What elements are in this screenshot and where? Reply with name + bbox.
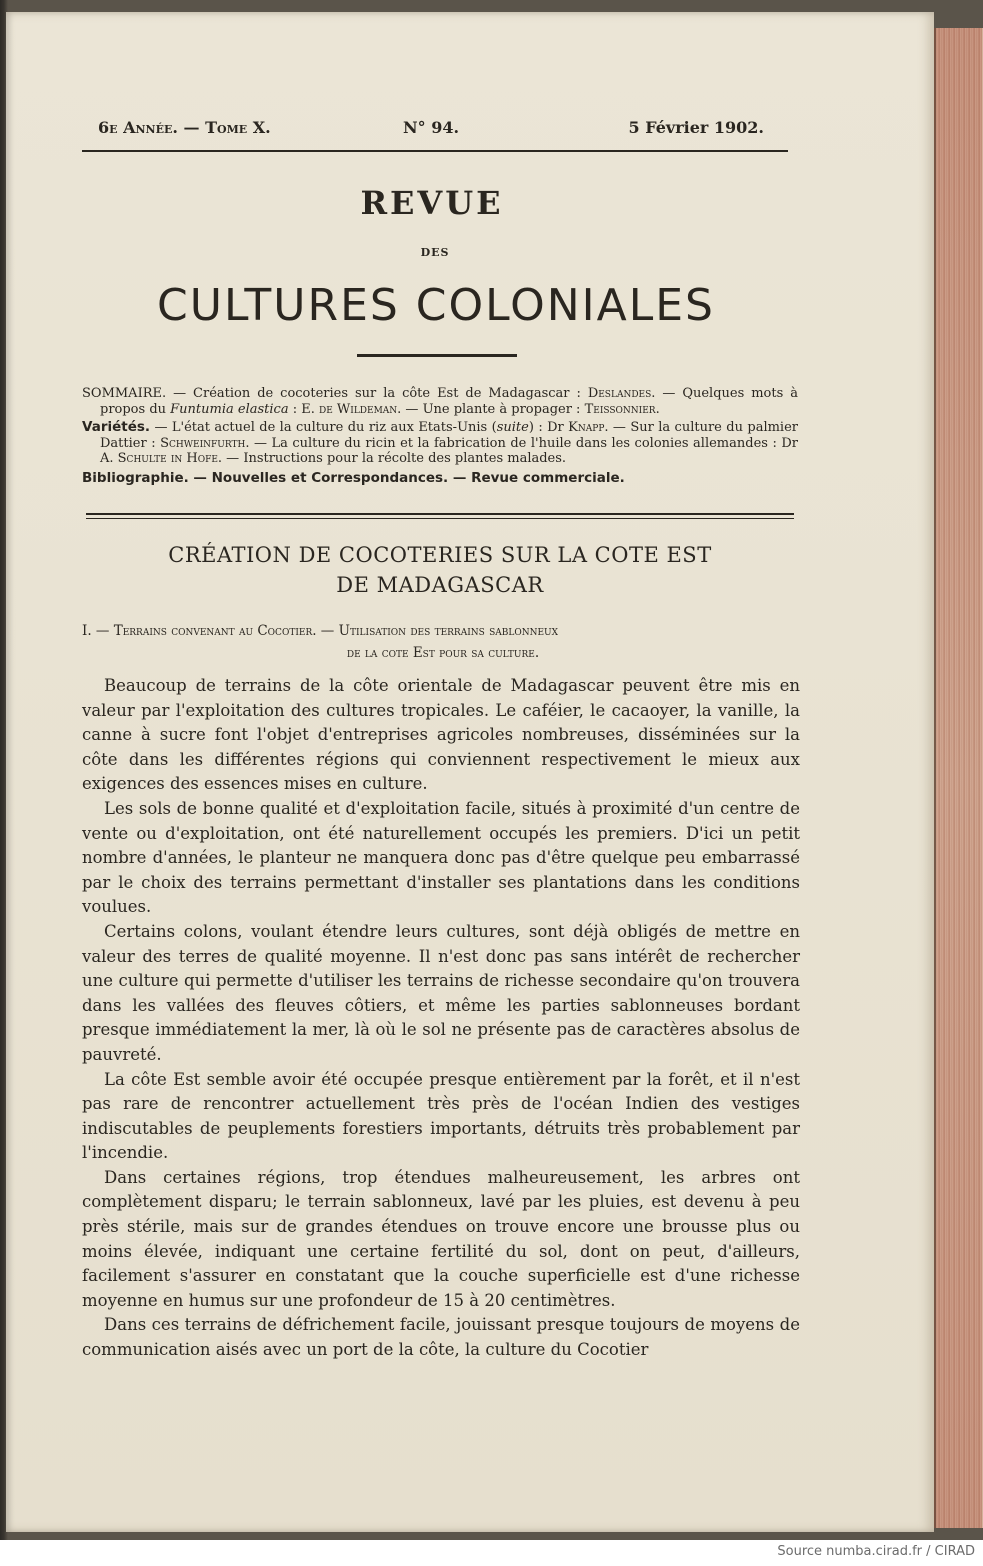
table-of-contents: [82, 386, 798, 486]
paragraph: Beaucoup de terrains de la côte orientale de Madagascar peuvent être mis en valeur par l'exploitation des cultures tropicales. Le caféier, le cacaoyer, la vanille, la canne à sucre font l'objet d'entreprises agricoles nombreuses, disséminées sur la côte dans les différentes régions qui conviennent respectivement le mieux aux exigences des essences mises en culture.: [82, 676, 800, 794]
sommaire-text: ) : Dr: [528, 420, 569, 435]
section-heading: [82, 620, 804, 664]
article-body: [82, 674, 800, 1363]
sommaire-text: : E.: [288, 401, 319, 417]
sommaire-varietes: [82, 420, 798, 467]
sommaire-main: [82, 386, 798, 417]
species-name: Funtumia elastica: [170, 401, 289, 417]
sommaire-text: . — Quelques mots à propos du: [100, 386, 798, 417]
sommaire-text: . — Instructions pour la récolte des plantes malades.: [217, 451, 567, 466]
volume-info: 6e Année. — Tome X.: [98, 118, 271, 137]
masthead-title: CULTURES COLONIALES: [157, 280, 715, 331]
article-title-line: CRÉATION DE COCOTERIES SUR LA COTE EST: [168, 543, 712, 567]
paragraph: Les sols de bonne qualité et d'exploitation facile, situés à proximité d'un centre de vente ou d'exploitation, ont été naturellement occupés les premiers. D'ici un petit nombre d'années, le planteur ne manquera donc pas d'être quelque peu embarrassé par le choix des terrains permettant d'installer ses plantations dans les conditions voulues.: [82, 798, 800, 917]
sommaire-text: . — Sur la culture du palmier Dattier :: [100, 420, 798, 451]
author-name: de Wildeman: [318, 401, 398, 417]
header-rule: [82, 150, 788, 152]
sommaire-text: .: [655, 401, 660, 417]
section-rule-top: [86, 513, 794, 515]
varietes-label: Variétés.: [82, 419, 151, 435]
book-edge-shade: [934, 28, 982, 1528]
source-credit: Source numba.cirad.fr / CIRAD: [777, 1544, 975, 1559]
section-heading-line: I. — Terrains convenant au Cocotier. — Utilisation des terrains sablonneux: [82, 623, 559, 639]
paragraph: Dans certaines régions, trop étendues malheureusement, les arbres ont complètement disparu; le terrain sablonneux, lavé par les pluies, est devenu à peu près stérile, mais sur de grandes étendues on trouve encore une brousse plus ou moins élevée, indiquant une certaine fertilité du sol, dont on peut, d'ailleurs, facilement s'assurer en constatant que la couche superficielle est d'une richesse moyenne en humus sur une profondeur de 15 à 20 centimètres.: [82, 1167, 800, 1310]
masthead-rule: [357, 354, 517, 357]
article-title-line: DE MADAGASCAR: [336, 573, 544, 597]
author-name: Deslandes: [587, 386, 652, 401]
italic-text: suite: [496, 420, 529, 435]
article-title: [120, 540, 760, 600]
masthead-des: DES: [420, 246, 450, 259]
author-name: Schweinfurth: [160, 435, 246, 451]
sommaire-text: . — Une plante à propager :: [397, 401, 585, 417]
paragraph: Certains colons, voulant étendre leurs cultures, sont déjà obligés de mettre en valeur des terres de qualité moyenne. Il n'est donc pas sans intérêt de rechercher une culture qui permette d'utiliser les terrains de richesse secondaire qu'on trouvera dans les vallées des fleuves côtiers, et même les parties sablonneuses bordant presque immédiatement la mer, là où le sol ne présente pas de caractères absolus de pauvreté.: [82, 921, 800, 1064]
author-name: Teissonnier: [584, 401, 656, 417]
paragraph: Dans ces terrains de défrichement facile, jouissant presque toujours de moyens de communication aisés avec un port de la côte, la culture du Cocotier: [82, 1315, 800, 1360]
sommaire-text: — L'état actuel de la culture du riz aux Etats-Unis (: [150, 420, 497, 435]
sommaire-bibliographie: Bibliographie. — Nouvelles et Correspondances. — Revue commerciale.: [82, 469, 625, 486]
sommaire-label: SOMMAIRE.: [82, 386, 167, 401]
author-name: Knapp: [568, 420, 605, 435]
issue-date: 5 Février 1902.: [628, 118, 764, 137]
section-heading-line: de la cote Est pour sa culture.: [346, 645, 540, 661]
section-rule-bottom: [86, 518, 794, 519]
issue-number: N° 94.: [403, 118, 460, 137]
masthead-revue: REVUE: [360, 184, 504, 222]
running-head: [98, 118, 786, 148]
sommaire-text: . — La culture du ricin et la fabrication de l'huile dans les colonies allemandes : Dr A.: [100, 435, 798, 466]
paragraph: La côte Est semble avoir été occupée presque entièrement par la forêt, et il n'est pas rare de rencontrer actuellement très près de l'océan Indien des vestiges indiscutables de peuplements forestiers importants, détruits très probablement par l'incendie.: [82, 1069, 800, 1163]
author-name: Schulte in Hofe: [117, 451, 218, 466]
sommaire-text: — Création de cocoteries sur la côte Est de Madagascar :: [166, 386, 588, 401]
